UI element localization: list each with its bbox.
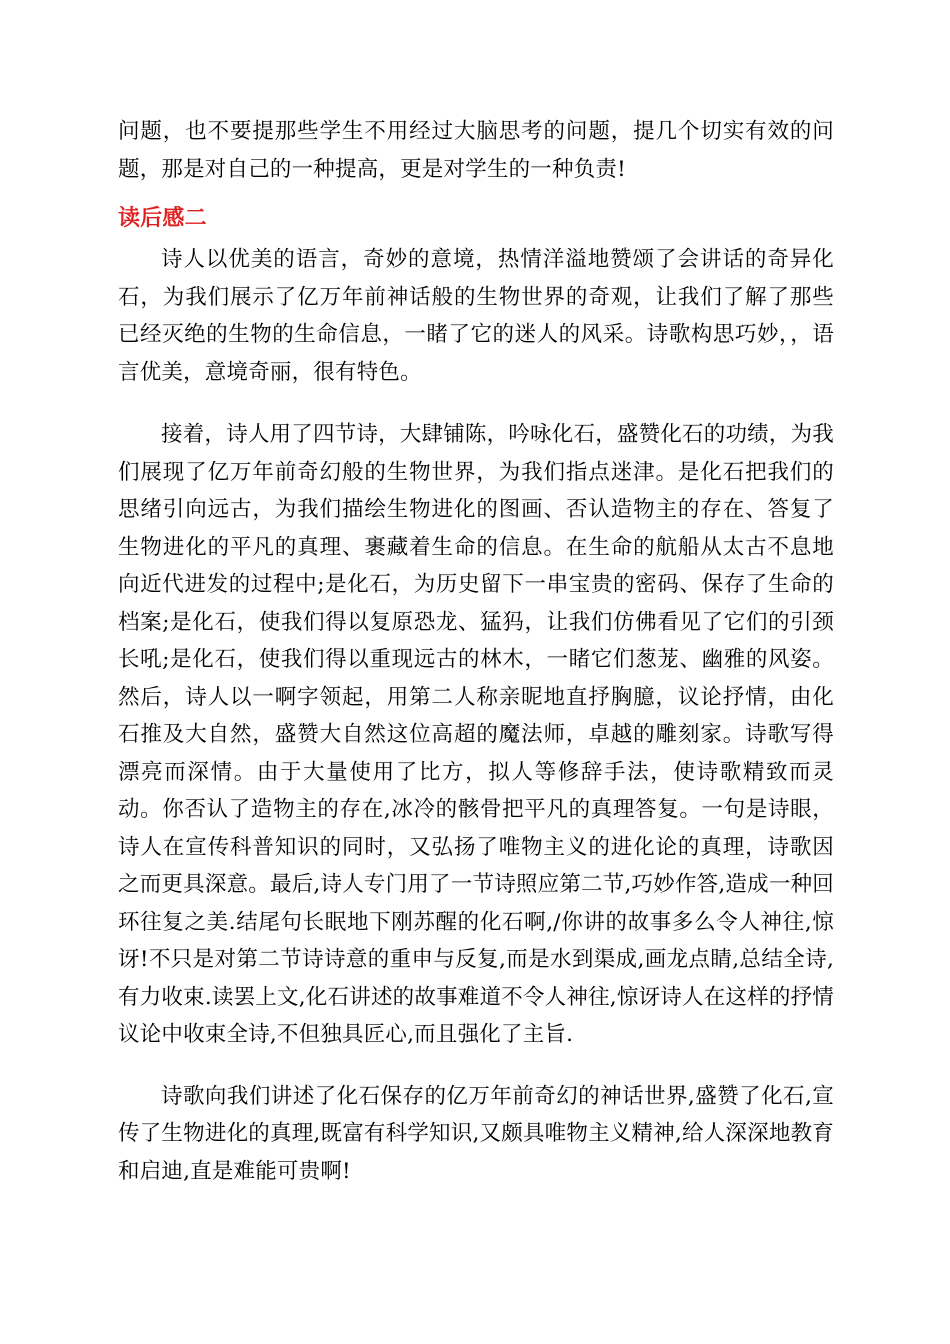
section-heading: 读后感二 xyxy=(118,206,207,231)
document-page xyxy=(118,113,834,1190)
body-paragraph-3: 诗歌向我们讲述了化石保存的亿万年前奇幻的神话世界,盛赞了化石,宣传了生物进化的真理,既富有科学知识,又颇具唯物主义精神,给人深深地教育和启迪,直是难能可贵啊! xyxy=(118,1083,834,1184)
body-paragraph-2: 接着，诗人用了四节诗，大肆铺陈，吟咏化石，盛赞化石的功绩，为我们展现了亿万年前奇幻般的生物世界，为我们指点迷津。是化石把我们的思绪引向远古，为我们描绘生物进化的图画、否认造物主的存在、答复了生物进化的平凡的真理、裹藏着生命的信息。在生命的航船从太古不息地向近代进发的过程中;是化石，为历史留下一串宝贵的密码、保存了生命的档案;是化石，使我们得以复原恐龙、猛犸，让我们仿佛看见了它们的引颈长吼;是化石，使我们得以重现远古的林木，一睹它们葱茏、幽雅的风姿。然后，诗人以一啊字领起，用第二人称亲昵地直抒胸臆，议论抒情，由化石推及大自然，盛赞大自然这位高超的魔法师，卓越的雕刻家。诗歌写得漂亮而深情。由于大量使用了比方，拟人等修辞手法，使诗歌精致而灵动。你否认了造物主的存在,冰冷的骸骨把平凡的真理答复。一句是诗眼，诗人在宣传科普知识的同时，又弘扬了唯物主义的进化论的真理，诗歌因之而更具深意。最后,诗人专门用了一节诗照应第二节,巧妙作答,造成一种回环往复之美.结尾句长眠地下刚苏醒的化石啊,/你讲的故事多么令人神往,惊讶!不只是对第二节诗诗意的重申与反复,而是水到渠成,画龙点睛,总结全诗,有力收束.读罢上文,化石讲述的故事难道不令人神往,惊讶诗人在这样的抒情议论中收束全诗,不但独具匠心,而且强化了主旨. xyxy=(118,422,834,1047)
body-paragraph-1: 诗人以优美的语言，奇妙的意境，热情洋溢地赞颂了会讲话的奇异化石，为我们展示了亿万年前神话般的生物世界的奇观，让我们了解了那些已经灭绝的生物的生命信息，一睹了它的迷人的风采。诗歌构思巧妙，，语言优美，意境奇丽，很有特色。 xyxy=(118,247,834,385)
intro-paragraph: 问题，也不要提那些学生不用经过大脑思考的问题，提几个切实有效的问题，那是对自己的一种提高，更是对学生的一种负责! xyxy=(118,119,834,182)
